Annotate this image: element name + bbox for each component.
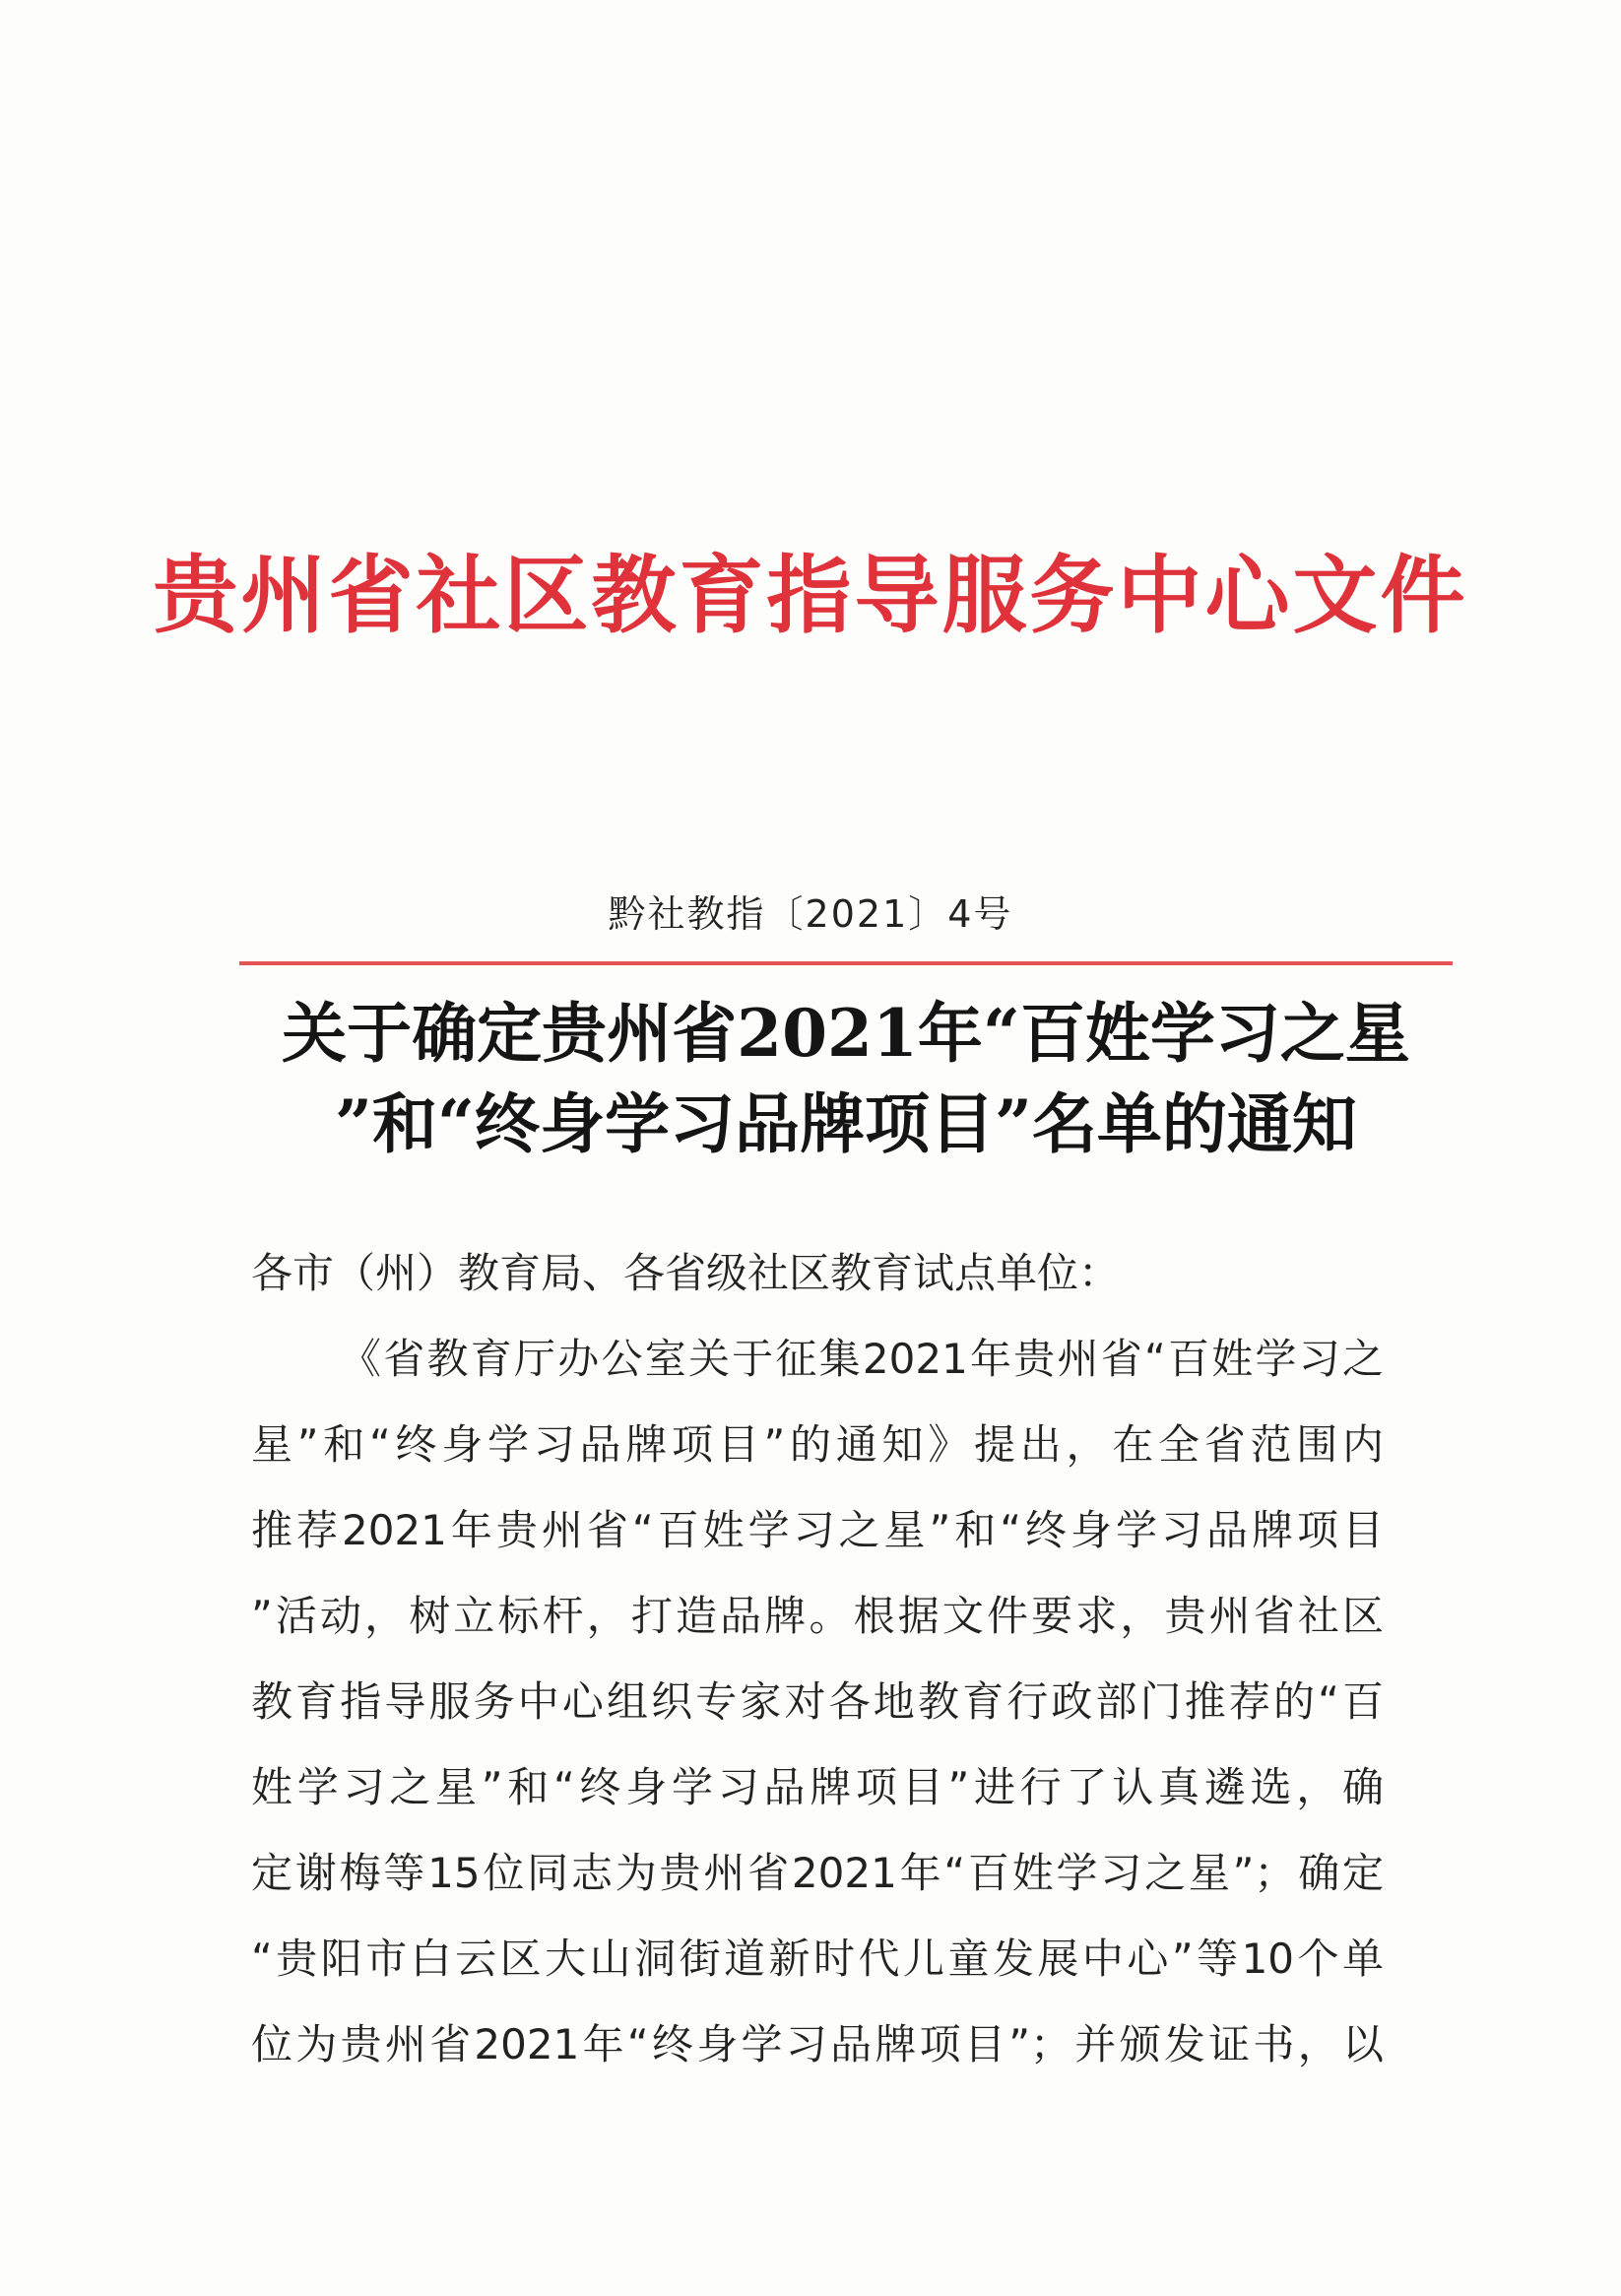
body-line: “贵阳市白云区大山洞街道新时代儿童发展中心”等10个单 — [251, 1935, 1384, 1983]
body-line: 姓学习之星”和“终身学习品牌项目”进行了认真遴选，确 — [251, 1763, 1384, 1811]
body-line: 《省教育厅办公室关于征集2021年贵州省“百姓学习之 — [340, 1335, 1384, 1383]
document-title-line-1: 关于确定贵州省2021年“百姓学习之星 — [282, 995, 1410, 1072]
body-line: ”活动，树立标杆，打造品牌。根据文件要求，贵州省社区 — [251, 1592, 1384, 1640]
issuer-masthead: 贵州省社区教育指导服务中心文件 — [153, 546, 1468, 645]
body-line: 星”和“终身学习品牌项目”的通知》提出，在全省范围内 — [251, 1420, 1384, 1469]
body-line: 位为贵州省2021年“终身学习品牌项目”；并颁发证书，以 — [251, 2020, 1384, 2068]
salutation: 各市（州）教育局、各省级社区教育试点单位： — [251, 1249, 1121, 1297]
body-line: 推荐2021年贵州省“百姓学习之星”和“终身学习品牌项目 — [251, 1506, 1384, 1554]
document-number: 黔社教指〔2021〕4号 — [608, 892, 1013, 936]
body-line: 定谢梅等15位同志为贵州省2021年“百姓学习之星”；确定 — [251, 1849, 1384, 1897]
document-title-line-2: ”和“终身学习品牌项目”名单的通知 — [335, 1085, 1357, 1162]
red-divider-line — [239, 961, 1453, 965]
body-line: 教育指导服务中心组织专家对各地教育行政部门推荐的“百 — [251, 1677, 1384, 1726]
